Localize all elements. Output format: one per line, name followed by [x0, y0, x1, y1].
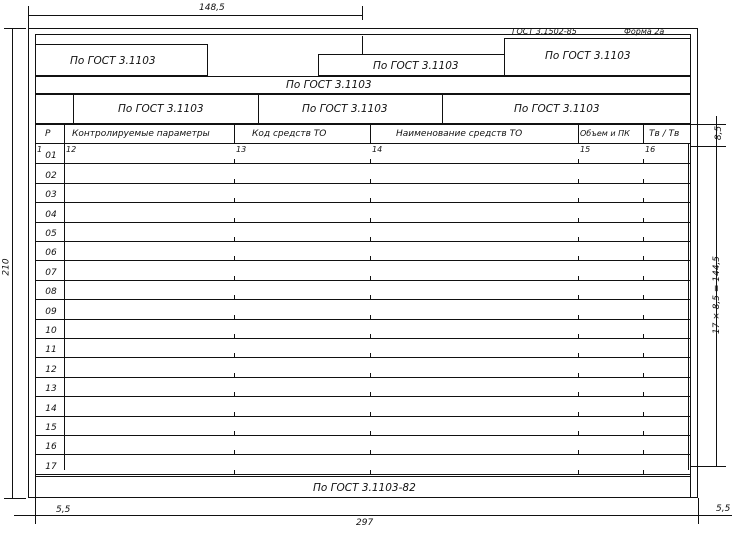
column-tick — [370, 276, 371, 280]
dimension-header-row-value: 8,5 — [714, 125, 725, 141]
header-row-three-divider-1 — [73, 94, 74, 124]
header-row-three-divider-2 — [258, 94, 259, 124]
table-row-line — [35, 396, 691, 397]
column-tick — [370, 431, 371, 435]
column-tick — [370, 392, 371, 396]
column-tick — [370, 179, 371, 183]
row-number: 13 — [45, 384, 57, 395]
column-tick — [370, 159, 371, 163]
table-row-line — [35, 202, 691, 203]
column-tick — [234, 431, 235, 435]
col-number-13: 13 — [236, 145, 247, 154]
column-tick — [370, 334, 371, 338]
row-number: 02 — [45, 170, 57, 181]
column-tick — [370, 353, 371, 357]
header-block-left-text: По ГОСТ 3.1103 — [70, 55, 156, 67]
column-tick — [234, 276, 235, 280]
column-tick — [370, 450, 371, 454]
header-row-three-text-3: По ГОСТ 3.1103 — [514, 103, 600, 115]
header-row-three-text-2: По ГОСТ 3.1103 — [302, 103, 388, 115]
row-number: 10 — [45, 326, 57, 336]
column-tick — [643, 179, 644, 183]
header-block-left — [35, 44, 208, 76]
column-tick — [234, 315, 235, 319]
column-tick — [578, 315, 579, 319]
column-tick — [578, 218, 579, 222]
row-number: 06 — [45, 248, 57, 259]
column-tick — [370, 470, 371, 474]
column-tick — [578, 237, 579, 241]
column-tick — [234, 295, 235, 299]
column-tick — [643, 353, 644, 357]
table-row-line — [35, 319, 691, 320]
col-number-14: 14 — [372, 145, 383, 154]
column-tick — [234, 218, 235, 222]
header-block-right — [504, 38, 691, 76]
column-tick — [234, 159, 235, 163]
column-tick — [578, 412, 579, 416]
row-number: 07 — [45, 267, 57, 278]
corner-standard: ГОСТ 3.1502-85 — [512, 27, 577, 36]
column-tick — [234, 450, 235, 454]
table-row-line — [35, 299, 691, 300]
footer-top-line — [35, 476, 691, 477]
table-row-line — [35, 454, 691, 455]
column-tick — [578, 159, 579, 163]
header-block-right-text: По ГОСТ 3.1103 — [545, 50, 631, 62]
column-tick — [643, 159, 644, 163]
row-number: 14 — [45, 403, 57, 414]
row-number: 03 — [45, 190, 57, 201]
dimension-rows-value: 17 × 8,5 = 144,5 — [712, 255, 723, 335]
column-tick — [370, 412, 371, 416]
column-tick — [234, 353, 235, 357]
col-header-p: Р — [45, 129, 51, 139]
col-header-time: Тв / Тв — [649, 129, 680, 139]
row-number: 09 — [45, 306, 57, 317]
header-row-full — [35, 76, 691, 94]
column-tick — [234, 392, 235, 396]
table-row-line — [35, 222, 691, 223]
header-row-full-text: По ГОСТ 3.1103 — [286, 79, 372, 91]
col-header-name: Наименование средств ТО — [396, 129, 523, 139]
column-tick — [234, 198, 235, 202]
column-tick — [234, 373, 235, 377]
column-tick — [643, 315, 644, 319]
row-number: 11 — [45, 345, 57, 356]
column-tick — [370, 373, 371, 377]
column-tick — [643, 392, 644, 396]
column-tick — [234, 334, 235, 338]
column-tick — [370, 198, 371, 202]
col-header-code: Код средств ТО — [252, 129, 327, 139]
column-tick — [578, 276, 579, 280]
table-row-line — [35, 435, 691, 436]
column-tick — [578, 295, 579, 299]
column-tick — [370, 218, 371, 222]
column-tick — [234, 470, 235, 474]
column-tick — [643, 198, 644, 202]
table-row-line — [35, 260, 691, 261]
column-tick — [370, 315, 371, 319]
col-number-15: 15 — [580, 145, 591, 154]
column-tick — [578, 179, 579, 183]
row-number: 15 — [45, 423, 57, 433]
rows-right-border — [688, 144, 689, 470]
col-number-16: 16 — [645, 145, 656, 154]
header-row-three-divider-3 — [442, 94, 443, 124]
table-row-line — [35, 163, 691, 164]
col-header-volume: Объем и ПК — [580, 129, 630, 138]
column-tick — [578, 198, 579, 202]
table-header-divider-4 — [578, 124, 579, 144]
row-number: 16 — [45, 442, 57, 453]
header-block-center-text: По ГОСТ 3.1103 — [373, 60, 459, 72]
column-tick — [643, 373, 644, 377]
header-block-center — [318, 54, 505, 76]
table-row-line — [35, 416, 691, 417]
column-tick — [643, 256, 644, 260]
dimension-left-margin-value: 5,5 — [56, 505, 71, 515]
row-number: 12 — [45, 364, 57, 375]
row-number: 17 — [45, 461, 57, 472]
column-tick — [643, 218, 644, 222]
column-tick — [370, 237, 371, 241]
column-tick — [370, 256, 371, 260]
table-header-divider-5 — [643, 124, 644, 144]
column-tick — [578, 450, 579, 454]
row-number: 05 — [45, 229, 57, 239]
row-number: 01 — [45, 151, 57, 162]
dimension-bottom-value: 297 — [356, 518, 374, 528]
column-tick — [578, 256, 579, 260]
dimension-right-margin-value: 5,5 — [716, 504, 731, 514]
table-row-line — [35, 241, 691, 242]
column-tick — [643, 412, 644, 416]
table-header-divider-1 — [64, 124, 65, 144]
column-tick — [643, 450, 644, 454]
col-number-1: 1 — [37, 145, 43, 154]
table-row-line — [35, 183, 691, 184]
column-tick — [234, 412, 235, 416]
table-header-divider-2 — [234, 124, 235, 144]
row-number: 08 — [45, 287, 57, 298]
table-row-line — [35, 280, 691, 281]
table-header-divider-3 — [370, 124, 371, 144]
table-row-line — [35, 474, 691, 475]
header-row-three-text-1: По ГОСТ 3.1103 — [118, 103, 204, 115]
table-row-line — [35, 357, 691, 358]
column-tick — [578, 353, 579, 357]
table-row-line — [35, 377, 691, 378]
column-tick — [643, 295, 644, 299]
center-mark — [362, 36, 363, 54]
table-row-line — [35, 338, 691, 339]
column-tick — [643, 237, 644, 241]
column-tick — [578, 392, 579, 396]
col-header-params: Контролируемые параметры — [72, 129, 210, 139]
column-tick — [578, 373, 579, 377]
column-tick — [643, 470, 644, 474]
column-tick — [643, 334, 644, 338]
column-tick — [234, 237, 235, 241]
dimension-left-value: 210 — [1, 258, 12, 276]
dimension-top-value: 148,5 — [199, 3, 225, 13]
column-tick — [370, 295, 371, 299]
column-tick — [234, 256, 235, 260]
column-tick — [578, 470, 579, 474]
column-tick — [643, 431, 644, 435]
col-number-12: 12 — [66, 145, 77, 154]
column-tick — [578, 431, 579, 435]
corner-form: Форма 2а — [624, 27, 665, 36]
column-tick — [643, 276, 644, 280]
row-number: 04 — [45, 209, 57, 220]
column-tick — [578, 334, 579, 338]
footer-text: По ГОСТ 3.1103-82 — [313, 482, 416, 494]
column-tick — [234, 179, 235, 183]
